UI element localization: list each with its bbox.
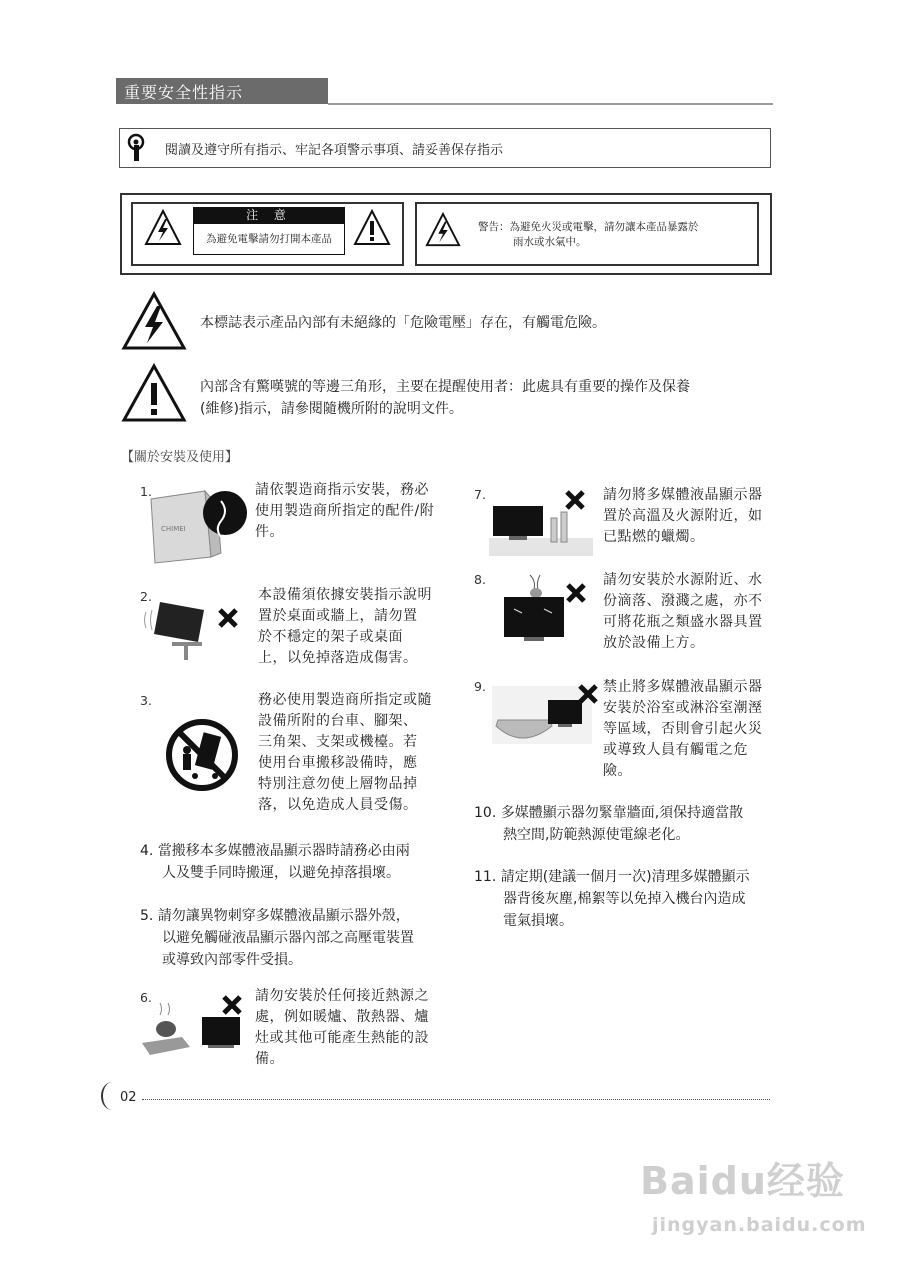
item-line-text: 請定期(建議一個月一次)清理多媒體顯示	[500, 869, 750, 885]
warning-line-2: 雨水或水氣中。	[513, 236, 587, 248]
hand-pointer-icon	[125, 133, 149, 163]
item-number: 7.	[474, 487, 486, 502]
item-line: 禁止將多媒體液晶顯示器	[603, 679, 763, 695]
no-cart-tipping-icon	[165, 718, 239, 792]
item-number: 5.	[140, 908, 154, 924]
lightning-triangle-icon	[144, 209, 182, 247]
falling-display-illustration	[142, 592, 247, 662]
caution-body: 為避免電擊請勿打開本產品	[193, 223, 345, 255]
item-line: 設備所附的台車、腳架、	[258, 713, 418, 729]
item-line: 件。	[255, 524, 284, 540]
svg-text:CHIMEI: CHIMEI	[161, 525, 186, 533]
footer-dotted-rule	[142, 1099, 770, 1100]
item-number: 10.	[474, 805, 497, 821]
item-line: 已點燃的蠟燭。	[603, 529, 705, 545]
title-rule	[328, 103, 773, 105]
item-text	[140, 905, 450, 971]
item-line: 務必使用製造商所指定或隨	[258, 692, 432, 708]
item-line: 險。	[603, 763, 632, 779]
item-line	[474, 802, 784, 824]
item-line: 以避免觸碰液晶顯示器內部之高壓電裝置	[162, 930, 414, 946]
warning-text	[478, 220, 748, 250]
item-text	[255, 986, 445, 1070]
item-line: 請依製造商指示安裝，務必	[255, 482, 429, 498]
item-text	[603, 677, 783, 782]
lightning-description: 本標誌表示產品內部有未絕緣的「危險電壓」存在，有觸電危險。	[200, 315, 606, 331]
item-line: 置於高溫及火源附近，如	[603, 508, 763, 524]
item-text	[258, 585, 443, 669]
item-line: 或導致內部零件受損。	[162, 952, 302, 968]
notice-text: 閱讀及遵守所有指示、牢記各項警示事項、請妥善保存指示	[165, 143, 504, 158]
page-title: 重要安全性指示	[124, 83, 244, 102]
item-text	[474, 866, 784, 932]
item-line: 特別注意勿使上層物品掉	[258, 776, 418, 792]
item-line: 請勿將多媒體液晶顯示器	[603, 487, 763, 503]
item-number: 9.	[474, 679, 486, 694]
heat-source-illustration	[138, 993, 250, 1063]
item-number: 8.	[474, 572, 486, 587]
item-text	[255, 480, 440, 543]
item-line: 置於桌面或牆上，請勿置	[258, 608, 418, 624]
candle-display-illustration	[487, 490, 595, 558]
item-line	[474, 866, 784, 888]
item-line: 處，例如暖爐、散熱器、爐	[255, 1009, 429, 1025]
item-line: 放於設備上方。	[603, 635, 705, 651]
item-line: 於不穩定的架子或桌面	[258, 629, 403, 645]
item-line-text: 多媒體顯示器勿緊靠牆面,須保持適當散	[500, 805, 744, 821]
item-line: 電氣損壞。	[503, 913, 573, 929]
item-text	[140, 840, 450, 884]
item-text	[474, 802, 784, 846]
item-line: 使用製造商所指定的配件/附	[255, 503, 435, 519]
item-line: 灶或其他可能產生熱能的設	[255, 1030, 429, 1046]
item-line: 等區域，否則會引起火災	[603, 721, 763, 737]
exclamation-description	[200, 376, 760, 420]
item-line: 請勿安裝於任何接近熱源之	[255, 988, 429, 1004]
caution-heading: 注 意	[193, 207, 345, 223]
item-line	[140, 905, 450, 927]
item-line: 本設備須依據安裝指示說明	[258, 587, 432, 603]
exclamation-triangle-icon	[121, 363, 187, 423]
section-label: 【關於安裝及使用】	[121, 450, 239, 465]
item-line: 或導致人員有觸電之危	[603, 742, 748, 758]
warning-line-1: 警告：為避免火災或電擊，請勿讓本產品暴露於	[478, 221, 699, 233]
item-line: 安裝於浴室或淋浴室潮溼	[603, 700, 763, 716]
item-text	[603, 570, 783, 654]
item-line: 份滴落、潑濺之處，亦不	[603, 593, 763, 609]
lightning-triangle-icon	[121, 291, 187, 351]
item-line	[140, 840, 450, 862]
item-line-text: 請勿讓異物刺穿多媒體液晶顯示器外殼，	[157, 908, 410, 924]
lightning-triangle-icon	[425, 212, 461, 248]
item-number: 1.	[140, 484, 152, 499]
item-line: 人及雙手同時搬運，以避免掉落損壞。	[162, 865, 400, 881]
item-line-text: 當搬移本多媒體液晶顯示器時請務必由兩	[157, 843, 410, 859]
item-line: 上，以免掉落造成傷害。	[258, 650, 418, 666]
item-line: 使用台車搬移設備時，應	[258, 755, 418, 771]
bathroom-display-illustration	[490, 682, 600, 752]
item-line: 落，以免造成人員受傷。	[258, 797, 418, 813]
watermark-brand: Baidu经验	[640, 1159, 845, 1203]
item-number: 11.	[474, 869, 497, 885]
accessory-box-illustration	[147, 487, 251, 565]
item-number: 4.	[140, 843, 154, 859]
item-line: 備。	[255, 1051, 284, 1067]
item-line: 請勿安裝於水源附近、水	[603, 572, 763, 588]
vase-display-illustration	[500, 573, 596, 645]
item-number: 2.	[140, 589, 152, 604]
item-text	[258, 690, 443, 816]
item-number: 6.	[140, 990, 152, 1005]
item-number: 3.	[140, 693, 152, 708]
item-line: 熱空間,防範熱源使電線老化。	[503, 827, 690, 843]
item-text	[603, 485, 783, 548]
page-number: 02	[120, 1090, 137, 1105]
exclamation-triangle-icon	[353, 209, 391, 247]
item-line: 器背後灰塵,棉絮等以免掉入機台內造成	[503, 891, 746, 907]
item-line: 三角架、支架或機檯。若	[258, 734, 418, 750]
exclamation-desc-line-1: 內部含有驚嘆號的等邊三角形，主要在提醒使用者：此處具有重要的操作及保養	[200, 379, 690, 395]
exclamation-desc-line-2: (維修)指示，請參閱隨機所附的說明文件。	[200, 401, 463, 417]
item-line: 可將花瓶之類盛水器具置	[603, 614, 763, 630]
watermark-url: jingyan.baidu.com	[652, 1214, 867, 1236]
